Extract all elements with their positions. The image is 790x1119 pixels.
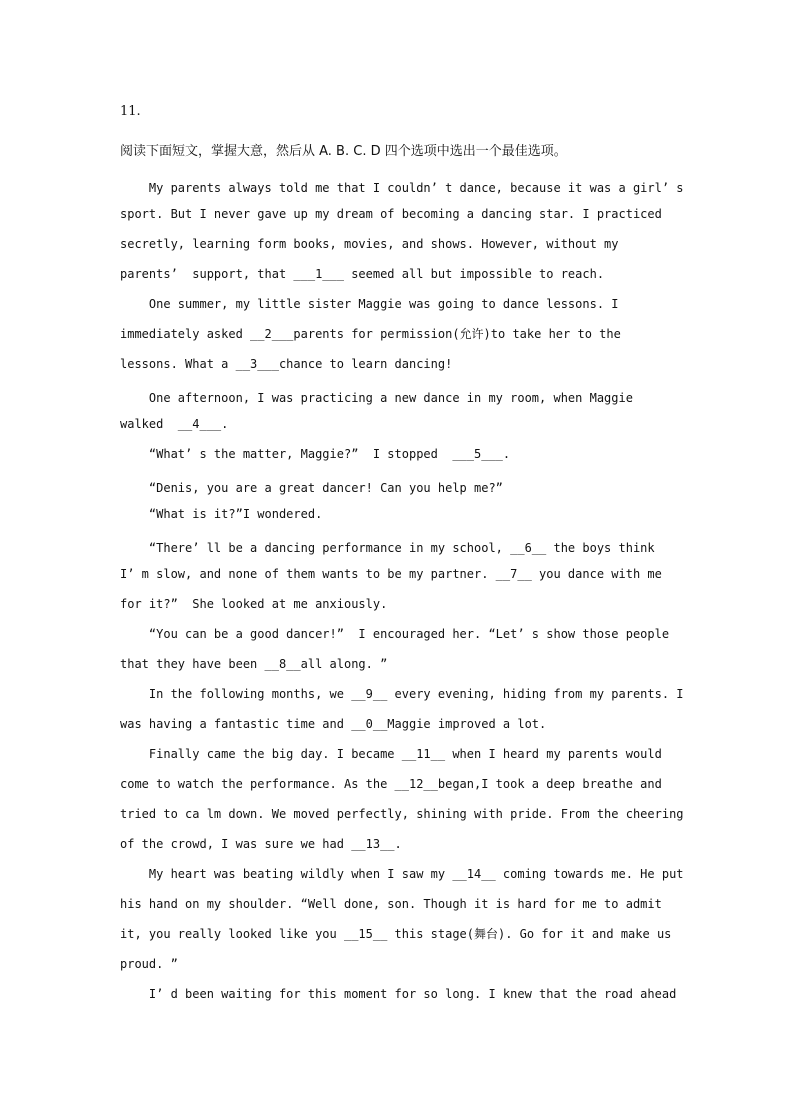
passage-line: was having a fantastic time and __0__Maggie improved a lot. bbox=[120, 717, 547, 731]
passage-line: “You can be a good dancer!” I encouraged her. “Let’ s show those people bbox=[120, 627, 670, 641]
passage-line: parents’ support, that ___1___ seemed all but impossible to reach. bbox=[120, 267, 605, 281]
passage-line: that they have been __8__all along. ” bbox=[120, 657, 388, 671]
passage-line: In the following months, we __9__ every evening, hiding from my parents. I bbox=[120, 687, 684, 701]
passage-line: “What is it?”I wondered. bbox=[120, 507, 323, 521]
passage-line: One summer, my little sister Maggie was going to dance lessons. I bbox=[120, 297, 619, 311]
passage-line: My parents always told me that I couldn’ t dance, because it was a girl’ s bbox=[120, 181, 684, 195]
passage-line: One afternoon, I was practicing a new dance in my room, when Maggie bbox=[120, 391, 633, 405]
instruction-text: 阅读下面短文，掌握大意，然后从 A. B. C. D 四个选项中选出一个最佳选项。 bbox=[120, 144, 567, 159]
passage-line: lessons. What a __3___chance to learn dancing! bbox=[120, 357, 453, 371]
passage-line: My heart was beating wildly when I saw my __14__ coming towards me. He put bbox=[120, 867, 684, 881]
passage-line: his hand on my shoulder. “Well done, son. Though it is hard for me to admit bbox=[120, 897, 662, 911]
passage-line: of the crowd, I was sure we had __13__. bbox=[120, 837, 402, 851]
passage-line: walked __4___. bbox=[120, 417, 229, 431]
passage-line: “There’ ll be a dancing performance in my school, __6__ the boys think bbox=[120, 541, 655, 555]
passage-line: for it?” She looked at me anxiously. bbox=[120, 597, 388, 611]
passage-line: “What’ s the matter, Maggie?” I stopped ___5___. bbox=[120, 447, 511, 461]
passage-line: “Denis, you are a great dancer! Can you help me?” bbox=[120, 481, 503, 495]
passage-line: I’ m slow, and none of them wants to be my partner. __7__ you dance with me bbox=[120, 567, 662, 581]
passage-line: tried to ca lm down. We moved perfectly, shining with pride. From the cheering bbox=[120, 807, 684, 821]
passage-line: Finally came the big day. I became __11__ when I heard my parents would bbox=[120, 747, 662, 761]
question-number: 11. bbox=[120, 104, 141, 119]
passage-line: secretly, learning form books, movies, and shows. However, without my bbox=[120, 237, 619, 251]
passage-line: I’ d been waiting for this moment for so long. I knew that the road ahead bbox=[120, 987, 677, 1001]
passage-line: come to watch the performance. As the __12__began,I took a deep breathe and bbox=[120, 777, 662, 791]
passage-line: it, you really looked like you __15__ this stage(舞台). Go for it and make us bbox=[120, 927, 672, 941]
passage-line: sport. But I never gave up my dream of becoming a dancing star. I practiced bbox=[120, 207, 662, 221]
passage-line: immediately asked __2___parents for permission(允许)to take her to the bbox=[120, 327, 621, 341]
passage-line: proud. ” bbox=[120, 957, 178, 971]
